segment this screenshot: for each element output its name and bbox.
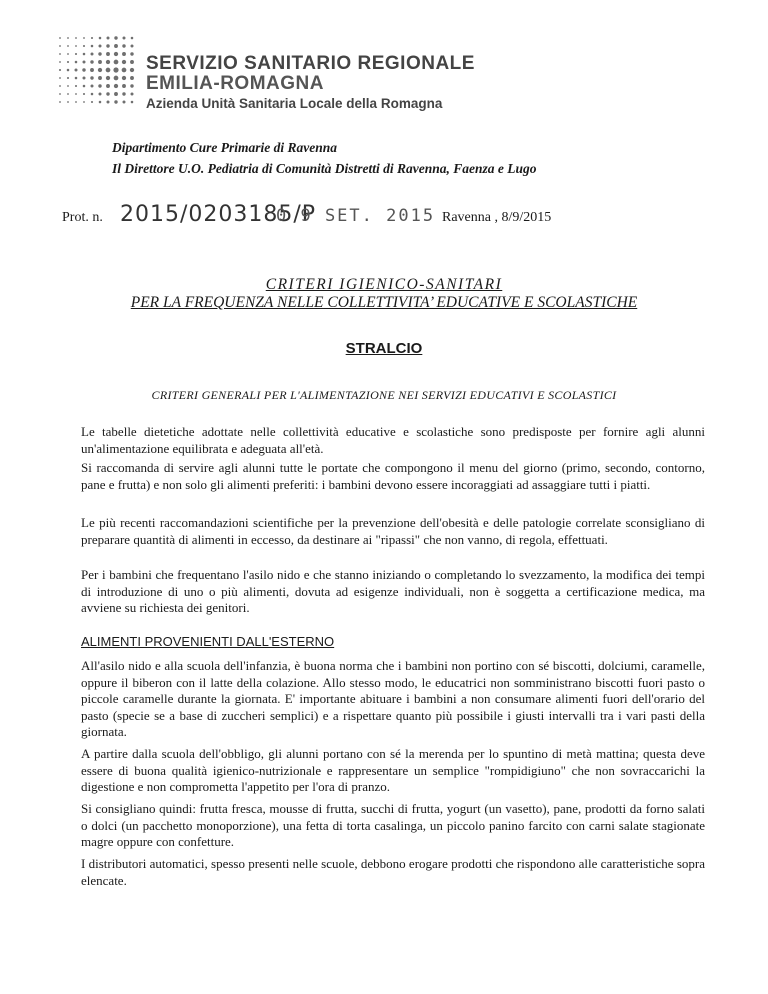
- org-name-line2: EMILIA-ROMAGNA: [146, 73, 324, 94]
- paragraph-1: Le tabelle dietetiche adottate nelle collettività educative e scolastiche sono predisposte per fornire agli alunni un'alimentazione equilibrata e adeguata all'età.: [81, 424, 705, 456]
- section-paragraph-4: I distributori automatici, spesso presenti nelle scuole, debbono erogare prodotti che rispondono alle caratteristiche sopra elencate.: [81, 856, 705, 888]
- regional-health-logo-icon: [56, 34, 136, 108]
- section-paragraph-2: A partire dalla scuola dell'obbligo, gli alunni portano con sé la merenda per lo spuntino di metà mattina; questa deve essere di buona qualità igienico-nutrizionale e rappresentare un semplice "rompidigiuno" che non sovraccarichi la digestione e non comprometta l'appetito per l'ora di pranzo.: [81, 746, 705, 794]
- org-name-line1: SERVIZIO SANITARIO REGIONALE: [146, 53, 475, 74]
- place-date: Ravenna , 8/9/2015: [442, 210, 552, 225]
- paragraph-4: Per i bambini che frequentano l'asilo nido e che stanno iniziando o completando lo svezzamento, la modifica dei tempi di introduzione di uno o più alimenti, dovuta ad esigenze individuali, non è soggetta a certificazione medica, ma avviene su richiesta dei genitori.: [81, 567, 705, 615]
- protocol-row: [62, 202, 702, 232]
- section-subtitle: CRITERI GENERALI PER L'ALIMENTAZIONE NEI SERVIZI EDUCATIVI E SCOLASTICI: [151, 388, 617, 402]
- department-line1: Dipartimento Cure Primarie di Ravenna: [112, 140, 338, 155]
- department-line2: Il Direttore U.O. Pediatria di Comunità Distretti di Ravenna, Faenza e Lugo: [112, 161, 537, 176]
- paragraph-3: Le più recenti raccomandazioni scientifiche per la prevenzione dell'obesità e delle patologie correlate sconsigliano di preparare quantità di alimenti in eccesso, da destinare ai "ripassi" che non vanno, di regola, effettuati.: [81, 515, 705, 547]
- document-title-line2: PER LA FREQUENZA NELLE COLLETTIVITA’ EDUCATIVE E SCOLASTICHE: [130, 294, 638, 311]
- protocol-stamp-date: 0 9 SET. 2015: [276, 206, 436, 226]
- document-title-line1: CRITERI IGIENICO-SANITARI: [265, 276, 503, 293]
- organization-header: [146, 54, 475, 114]
- section-paragraph-1: All'asilo nido e alla scuola dell'infanzia, è buona norma che i bambini non portino con sé biscotti, dolciumi, caramelle, oppure il biberon con il latte della colazione. Allo stesso modo, le educatrici non somministrano biscotti fuori pasto o piccole caramelle durante la giornata. E' importante abituare i bambini a non consumare alimenti fuori dell'orario del pasto (specie se a base di zuccheri semplici) e a rispettare quanto più possibile i giusti intervalli tra i vari pasti della giornata.: [81, 658, 705, 739]
- section-paragraph-3: Si consigliano quindi: frutta fresca, mousse di frutta, succhi di frutta, yogurt (un vasetto), pane, prodotti da forno salati o dolci (un pacchetto monoporzione), una fetta di torta casalinga, un piccolo panino farcito con carni salate stagionate magre oppure con confetture.: [81, 801, 705, 849]
- stralcio-heading: STRALCIO: [345, 340, 423, 357]
- paragraph-2: Si raccomanda di servire agli alunni tutte le portate che compongono il menu del giorno (primo, secondo, contorno, pane e frutta) e non solo gli alimenti preferiti: i bambini devono essere incoraggiati ad assaggiare tutti i piatti.: [81, 460, 705, 492]
- protocol-label: Prot. n.: [62, 210, 103, 225]
- section-heading-external-food: ALIMENTI PROVENIENTI DALL'ESTERNO: [81, 634, 335, 649]
- org-name-line3: Azienda Unità Sanitaria Locale della Romagna: [146, 96, 443, 111]
- protocol-number: 2015/0203185/P: [120, 202, 317, 227]
